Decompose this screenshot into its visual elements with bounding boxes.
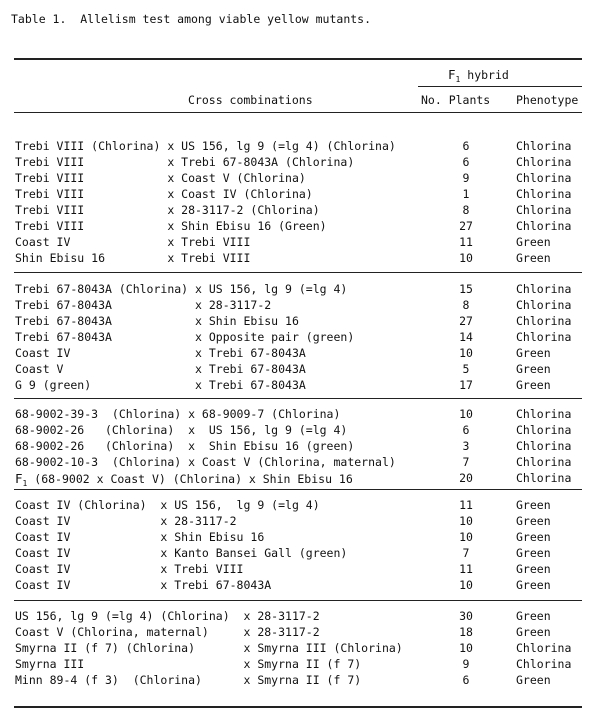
cross-combination [15, 530, 264, 544]
table-row [0, 203, 597, 219]
col-header-no-plants: No. Plants [421, 93, 491, 107]
group-rule [14, 489, 582, 490]
cross-text: Minn 89-4 (f 3) (Chlorina) x Smyrna II (f 7) [15, 673, 362, 687]
col-header-cross: Cross combinations [188, 93, 313, 107]
table-row [0, 423, 597, 439]
cross-combination [15, 139, 396, 153]
plant-count: 10 [459, 514, 473, 528]
plant-count: 10 [459, 578, 473, 592]
cross-text: 68-9002-39-3 (Chlorina) x 68-9009-7 (Chlorina) [15, 407, 341, 421]
table-row [0, 282, 597, 298]
cross-text: G 9 (green) x Trebi 67-8043A [15, 378, 306, 392]
cross-text: Shin Ebisu 16 x Trebi VIII [15, 251, 251, 265]
cross-text: Coast IV x Trebi 67-8043A [15, 578, 272, 592]
table-row [0, 455, 597, 471]
cross-text: Coast IV x Shin Ebisu 16 [15, 530, 265, 544]
cross-text: Coast IV x 28-3117-2 [15, 514, 237, 528]
cross-combination [15, 673, 361, 687]
header-top-rule [14, 58, 582, 60]
plant-count: 11 [459, 498, 473, 512]
plant-count: 6 [462, 423, 470, 437]
phenotype: Green [516, 578, 551, 592]
plant-count: 8 [462, 203, 470, 217]
phenotype: Chlorina [516, 330, 572, 344]
phenotype: Green [516, 251, 551, 265]
plant-count: 6 [462, 139, 470, 153]
table-row [0, 439, 597, 455]
phenotype: Chlorina [516, 407, 572, 421]
cross-text: 68-9002-26 (Chlorina) x US 156, lg 9 (=lg 4) [15, 423, 348, 437]
cross-combination [15, 562, 243, 576]
cross-combination [15, 346, 306, 360]
header-bottom-rule [14, 112, 582, 113]
group-rule [14, 398, 582, 399]
phenotype: Green [516, 546, 551, 560]
phenotype: Chlorina [516, 439, 572, 453]
cross-combination [15, 407, 340, 421]
cross-text: Coast IV (Chlorina) x US 156, lg 9 (=lg 4) [15, 498, 320, 512]
cross-combination [15, 439, 354, 453]
cross-combination [15, 219, 327, 233]
table-row [0, 625, 597, 641]
phenotype: Green [516, 625, 551, 639]
phenotype: Chlorina [516, 641, 572, 655]
phenotype: Chlorina [516, 187, 572, 201]
phenotype: Chlorina [516, 298, 572, 312]
cross-combination [15, 498, 320, 512]
col-header-phenotype: Phenotype [516, 93, 579, 107]
phenotype: Green [516, 498, 551, 512]
table-row [0, 251, 597, 267]
plant-count: 17 [459, 378, 473, 392]
cross-text: (68-9002 x Coast V) (Chlorina) x Shin Ebisu 16 [27, 472, 353, 486]
cross-text: Trebi VIII x Trebi 67-8043A (Chlorina) [15, 155, 355, 169]
plant-count: 1 [462, 187, 470, 201]
cross-combination [15, 171, 306, 185]
plant-count: 5 [462, 362, 470, 376]
table-row [0, 514, 597, 530]
cross-combination [15, 155, 354, 169]
table-row [0, 378, 597, 394]
phenotype: Chlorina [516, 139, 572, 153]
phenotype: Green [516, 530, 551, 544]
plant-count: 10 [459, 346, 473, 360]
table-row [0, 641, 597, 657]
cross-combination [15, 578, 271, 592]
phenotype: Green [516, 362, 551, 376]
table-row [0, 298, 597, 314]
cross-combination [15, 330, 354, 344]
group-rule [14, 600, 582, 601]
cross-combination [15, 609, 320, 623]
cross-text: Coast IV x Kanto Bansei Gall (green) [15, 546, 348, 560]
cross-combination [15, 362, 306, 376]
cross-text: Trebi VIII x 28-3117-2 (Chlorina) [15, 203, 320, 217]
table-row [0, 219, 597, 235]
table-row [0, 498, 597, 514]
cross-combination [15, 546, 347, 560]
table-row [0, 330, 597, 346]
cross-text: Trebi 67-8043A (Chlorina) x US 156, lg 9 (=lg 4) [15, 282, 348, 296]
plant-count: 10 [459, 251, 473, 265]
table-row [0, 314, 597, 330]
plant-count: 14 [459, 330, 473, 344]
cross-combination [15, 187, 313, 201]
plant-count: 11 [459, 235, 473, 249]
plant-count: 7 [462, 455, 470, 469]
plant-count: 6 [462, 673, 470, 687]
f1-hybrid-rule [418, 86, 582, 87]
plant-count: 30 [459, 609, 473, 623]
plant-count: 10 [459, 530, 473, 544]
phenotype: Green [516, 562, 551, 576]
plant-count: 27 [459, 219, 473, 233]
cross-combination [15, 641, 403, 655]
cross-combination [15, 455, 396, 469]
phenotype: Green [516, 235, 551, 249]
table-row [0, 187, 597, 203]
phenotype: Chlorina [516, 455, 572, 469]
phenotype: Green [516, 514, 551, 528]
phenotype: Green [516, 609, 551, 623]
group-rule [14, 272, 582, 273]
cross-combination [15, 203, 320, 217]
cross-combination [15, 378, 306, 392]
plant-count: 18 [459, 625, 473, 639]
cross-text: Trebi VIII (Chlorina) x US 156, lg 9 (=lg 4) (Chlorina) [15, 139, 396, 153]
table-row [0, 471, 597, 487]
cross-combination [15, 625, 320, 639]
table-row [0, 346, 597, 362]
cross-combination [15, 471, 353, 486]
cross-text: 68-9002-26 (Chlorina) x Shin Ebisu 16 (green) [15, 439, 355, 453]
cross-combination [15, 251, 250, 265]
cross-combination [15, 514, 237, 528]
plant-count: 9 [462, 171, 470, 185]
table-row [0, 235, 597, 251]
cross-combination [15, 314, 299, 328]
f1-hybrid-header [448, 68, 509, 84]
plant-count: 27 [459, 314, 473, 328]
table-row [0, 530, 597, 546]
plant-count: 11 [459, 562, 473, 576]
cross-combination [15, 657, 361, 671]
plant-count: 3 [462, 439, 470, 453]
cross-text: Smyrna II (f 7) (Chlorina) x Smyrna III (Chlorina) [15, 641, 403, 655]
plant-count: 9 [462, 657, 470, 671]
cross-text: Smyrna III x Smyrna II (f 7) [15, 657, 362, 671]
cross-text: Trebi VIII x Coast IV (Chlorina) [15, 187, 313, 201]
phenotype: Chlorina [516, 471, 572, 485]
table-row [0, 171, 597, 187]
phenotype: Green [516, 346, 551, 360]
cross-text: Coast IV x Trebi VIII [15, 235, 251, 249]
f1-subscript: 1 [22, 479, 28, 488]
phenotype: Chlorina [516, 657, 572, 671]
table-row [0, 673, 597, 689]
table-row [0, 546, 597, 562]
cross-text: Coast V x Trebi 67-8043A [15, 362, 306, 376]
phenotype: Chlorina [516, 203, 572, 217]
phenotype: Green [516, 378, 551, 392]
cross-text: 68-9002-10-3 (Chlorina) x Coast V (Chlorina, maternal) [15, 455, 396, 469]
phenotype: Chlorina [516, 219, 572, 233]
cross-text: Coast IV x Trebi 67-8043A [15, 346, 306, 360]
table-row [0, 657, 597, 673]
cross-combination [15, 235, 250, 249]
table-title: Table 1. Allelism test among viable yellow mutants. [11, 12, 372, 26]
cross-text: Coast IV x Trebi VIII [15, 562, 244, 576]
f1-label: F [448, 67, 456, 82]
table-row [0, 362, 597, 378]
plant-count: 8 [462, 298, 470, 312]
table-row [0, 609, 597, 625]
phenotype: Green [516, 673, 551, 687]
cross-combination [15, 423, 347, 437]
phenotype: Chlorina [516, 423, 572, 437]
table-row [0, 562, 597, 578]
cross-text: Trebi 67-8043A x 28-3117-2 [15, 298, 272, 312]
cross-combination [15, 282, 347, 296]
phenotype: Chlorina [516, 155, 572, 169]
phenotype: Chlorina [516, 282, 572, 296]
plant-count: 6 [462, 155, 470, 169]
cross-text: US 156, lg 9 (=lg 4) (Chlorina) x 28-3117-2 [15, 609, 320, 623]
plant-count: 10 [459, 641, 473, 655]
cross-combination [15, 298, 271, 312]
group-rule [14, 706, 582, 708]
table-row [0, 139, 597, 155]
f1-label: F [15, 471, 23, 486]
plant-count: 7 [462, 546, 470, 560]
hybrid-label: hybrid [460, 68, 509, 82]
plant-count: 20 [459, 471, 473, 485]
table-row [0, 407, 597, 423]
cross-text: Trebi VIII x Shin Ebisu 16 (Green) [15, 219, 327, 233]
cross-text: Trebi VIII x Coast V (Chlorina) [15, 171, 306, 185]
phenotype: Chlorina [516, 171, 572, 185]
plant-count: 10 [459, 407, 473, 421]
phenotype: Chlorina [516, 314, 572, 328]
plant-count: 15 [459, 282, 473, 296]
cross-text: Trebi 67-8043A x Opposite pair (green) [15, 330, 355, 344]
table-row [0, 578, 597, 594]
cross-text: Trebi 67-8043A x Shin Ebisu 16 [15, 314, 299, 328]
f1-subscript: 1 [455, 75, 461, 84]
cross-text: Coast V (Chlorina, maternal) x 28-3117-2 [15, 625, 320, 639]
table-row [0, 155, 597, 171]
